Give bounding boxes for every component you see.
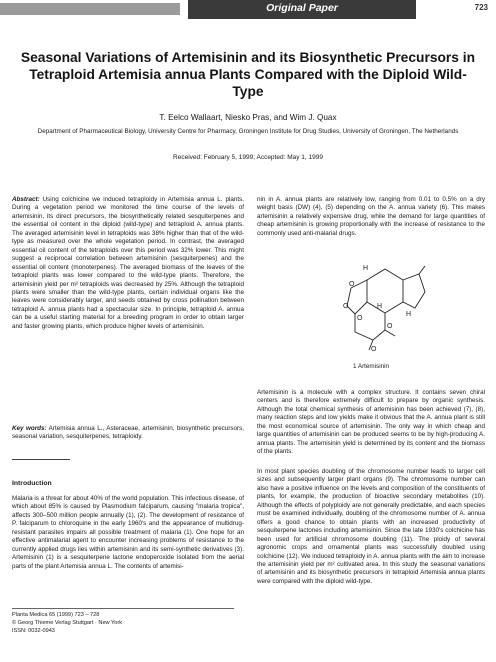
keywords-label: Key words: — [12, 425, 47, 432]
publisher-line: © Georg Thieme Verlag Stuttgart · New York — [12, 619, 123, 626]
journal-header — [0, 0, 496, 20]
introduction-heading: Introduction — [12, 480, 52, 487]
keywords-text: Artemisia annua L., Asteraceae, artemisinin, biosynthetic precursors, seasonal variation, sesquiterpenes, tetraploidy. — [12, 425, 244, 441]
header-gray-band — [0, 3, 180, 15]
structure-caption: 1 Artemisinin — [352, 363, 390, 370]
atom-label: O — [349, 281, 355, 288]
abstract-label: Abstract: — [12, 196, 40, 203]
article-title: Seasonal Variations of Artemisinin and its Biosynthetic Precursors in Tetraploid Artemisia annua Plants Compared with the Diploid Wild-Type — [20, 50, 476, 99]
artemisinin-paragraph: Artemisinin is a molecule with a complex structure. It contains seven chiral centers and is therefore extremely difficult to prepare by organic synthesis. Although the total chemical synthesis of artemisinin has been achieved (7), (8), many reaction steps and low yields make it obvious that the A. annua plant is still the most economical source of artemisinin. The only way in which cheap and large quantities of artemisinin can be produced seems to be by high-producing A. annua plants. The artemisinin yield is determined by its content and the biomass of the plants. — [257, 389, 485, 456]
intro-continuation: nin in A. annua plants are relatively low, ranging from 0.01 to 0.5% on a dry weight basis (DW) (4), (5) depending on the A. annua variety (6). This makes artemisinin a relatively expensive drug, while the demand for large quantities of cheap artemisinin is growing proportionally with the increase of resistance to the commonly used anti-malarial drugs. — [257, 196, 485, 237]
received-dates: Received: February 5, 1999; Accepted: May 1, 1999 — [173, 154, 323, 161]
issn-line: ISSN: 0032-0943 — [12, 627, 55, 634]
journal-footer — [12, 612, 122, 635]
atom-label: H — [377, 303, 383, 310]
footer-divider — [12, 608, 234, 609]
atom-label: O — [387, 323, 393, 330]
section-divider — [12, 459, 70, 460]
structure-bonds — [347, 266, 425, 350]
abstract-text: Using colchicine we induced tetraploidy in Artemisia annua L. plants. During a vegetation period we monitored the time course of the levels of artemisinin, its direct precursors, the biosynthetically related sesquiterpenes and the essential oil content in the diploid (wild-type) and tetraploid A. annua plants. The averaged artemisinin level in tetraploids was 38% higher than that of the wild-type as measured over the whole vegetation period. In contrast, the averaged essential oil content of the tetraploids over this period was 32% lower. This might suggest a reciprocal correlation between artemisinin (sesquiterpenes) and the essential oil content (monoterpenes). The averaged biomass of the leaves of the tetraploid plants was lower compared to the wild-type plants. Therefore, the artemisinin yield per m² tetraploids was decreased by 25%. Although the tetraploid plants were smaller than the wild-type plants, certain individual organs like the leaves were considerably larger, and seeds obtained by cross pollination between tetraploid A. annua plants had a spectacular size. In principle, tetraploid A. annua can be a useful starting material for a breeding program in order to obtain larger and faster growing plants, which produce higher levels of artemisinin. — [12, 196, 245, 330]
page-number: 723 — [474, 3, 488, 12]
article-authors: T. Eelco Wallaart, Niesko Pras, and Wim J. Quax — [159, 113, 337, 122]
atom-label: O — [371, 346, 377, 352]
article-affiliation: Department of Pharmaceutical Biology, University Centre for Pharmacy, Groningen Institute for Drug Studies, University of Groningen, The Netherlands — [37, 128, 459, 135]
section-label: Original Paper — [266, 2, 338, 14]
atom-label: O — [343, 303, 349, 310]
atom-label: H — [406, 311, 412, 318]
abstract — [12, 196, 244, 331]
artemisinin-structure — [333, 258, 429, 352]
atom-label: O — [357, 315, 363, 322]
journal-citation: Planta Medica 65 (1999) 723 – 728 — [12, 612, 100, 618]
keywords — [12, 425, 244, 442]
polyploidy-paragraph: In most plant species doubling of the chromosome number leads to larger cell sizes and subsequently larger plant organs (9). The chromosome number can also have a positive influence on the levels and composition of the constituents of plants, for example, the production of bioactive secondary metabolites (10). Although the effects of polyploidy are not generally predictable, and each species must be examined individually, doubling of the chromosome number of A. annua offers a good chance to obtain plants with an increased productivity of sesquiterpene lactones including artemisinin. Since the late 1930's colchicine has been used for artificial chromosome doubling (11). The ploidy of several agronomic crops and ornamental plants was successfully doubled using colchicine (12). We induced tetraploidy in A. annua plants with the aim to increase the artemisinin yield per m² cultivated area. In this study the seasonal variations of artemisinin and its biosynthetic precursors in tetraploid Artemisia annua plants were compared with the diploid wild-type. — [257, 468, 485, 585]
atom-label: H — [363, 265, 369, 272]
introduction-text: Malaria is a threat for about 40% of the world population. This infectious disease, of which about 85% is caused by Plasmodium falciparum, causing "malaria tropica", affects 300–500 million people annually (1), (2). The development of resistance of P. falciparum to chloroquine in the early 1960's and the appearance of multidrug-resistant parasites impairs all possible treatment of malaria (1). One hope for an effective antimalarial agent to encounter increasing problems of resistance to the currently applied drugs lies within artemisinin and its semi-synthetic derivatives (3). Artemisinin (1) is a sesquiterpene lactone endoperoxide isolated from the aerial parts of the plant Artemisia annua L. The contents of artemisi- — [12, 495, 244, 570]
